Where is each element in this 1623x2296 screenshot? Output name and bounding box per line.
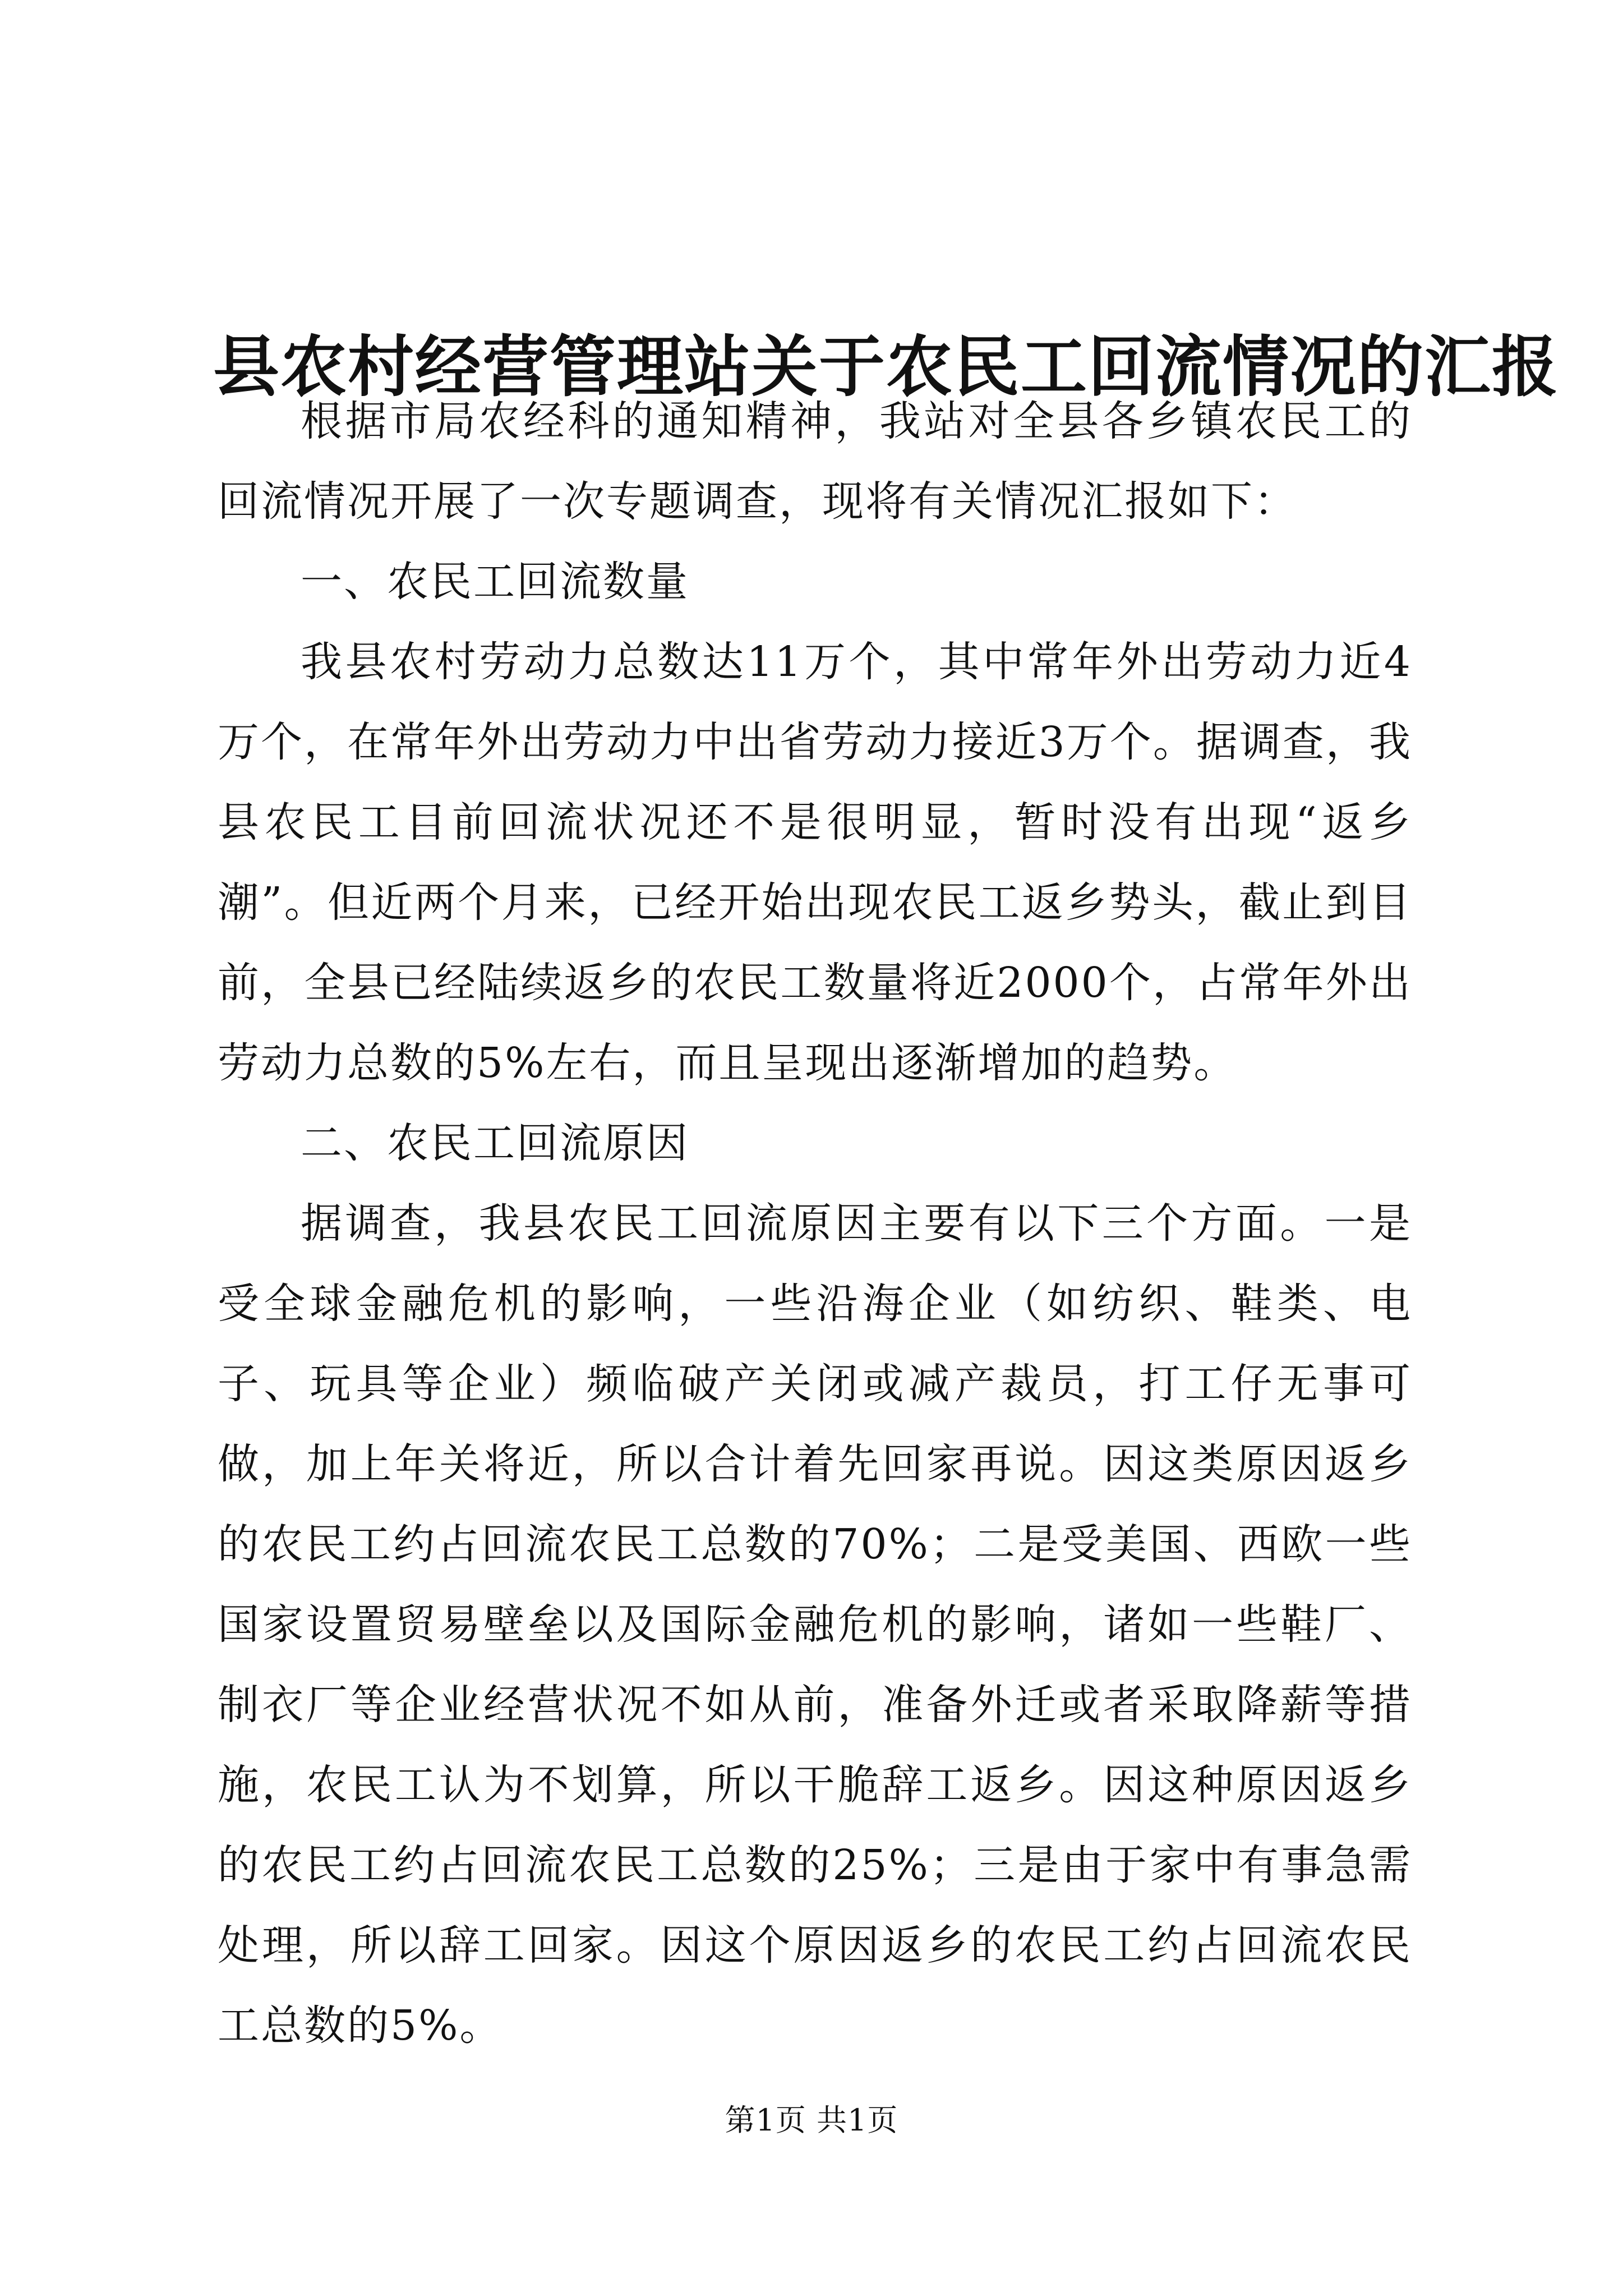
intro-paragraph: 根据市局农经科的通知精神，我站对全县各乡镇农民工的回流情况开展了一次专题调查，现将有关情况汇报如下： (218, 397, 1412, 526)
section-heading-return-quantity: 一、农民工回流数量 (301, 558, 689, 606)
return-quantity-paragraph: 我县农村劳动力总数达11万个，其中常年外出劳动力近4万个，在常年外出劳动力中出省劳动力接近3万个。据调查，我县农民工目前回流状况还不是很明显，暂时没有出现“返乡潮”。但近两个月来，已经开始出现农民工返乡势头，截止到目前，全县已经陆续返乡的农民工数量将近2000个，占常年外出劳动力总数的5%左右，而且呈现出逐渐增加的趋势。 (218, 638, 1412, 1087)
document-body (218, 381, 1412, 2066)
document-title: 县农村经营管理站关于农民工回流情况的汇报 (213, 328, 1560, 406)
return-reasons-paragraph: 据调查，我县农民工回流原因主要有以下三个方面。一是受全球金融危机的影响，一些沿海企业（如纺织、鞋类、电子、玩具等企业）频临破产关闭或减产裁员，打工仔无事可做，加上年关将近，所以合计着先回家再说。因这类原因返乡的农民工约占回流农民工总数的70%；二是受美国、西欧一些国家设置贸易壁垒以及国际金融危机的影响，诸如一些鞋厂、制衣厂等企业经营状况不如从前，准备外迁或者采取降薪等措施，农民工认为不划算，所以干脆辞工返乡。因这种原因返乡的农民工约占回流农民工总数的25%；三是由于家中有事急需处理，所以辞工回家。因这个原因返乡的农民工约占回流农民工总数的5%。 (218, 1199, 1412, 2050)
section-heading-return-reasons: 二、农民工回流原因 (301, 1119, 689, 1167)
page-footer: 第1页 共1页 (725, 2102, 898, 2138)
